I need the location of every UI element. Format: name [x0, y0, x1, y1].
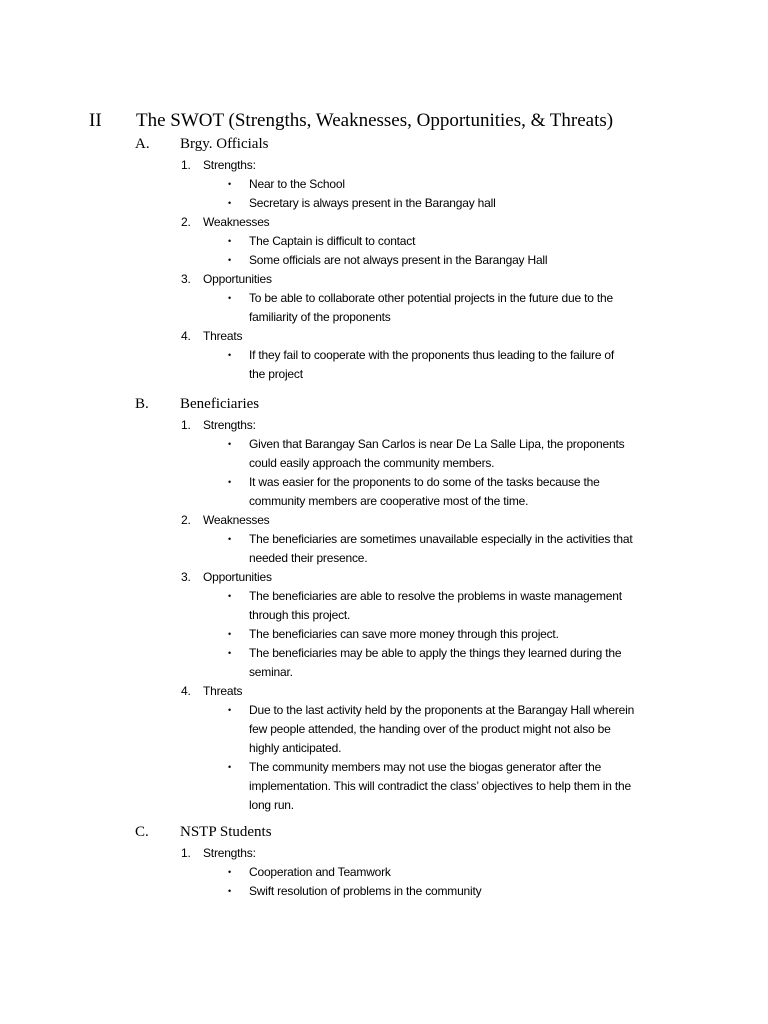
item-number: 1. — [181, 158, 191, 172]
bullet-text: Due to the last activity held by the proponents at the Barangay Hall wherein — [249, 703, 635, 717]
bullet-text: The beneficiaries are able to resolve the problems in waste management — [249, 589, 622, 603]
bullet-text: implementation. This will contradict the class’ objectives to help them in the — [249, 779, 631, 793]
bullet-text: The beneficiaries can save more money through this project. — [249, 627, 559, 641]
bullet-text: The beneficiaries are sometimes unavailable especially in the activities that — [249, 532, 633, 546]
bullet-icon: • — [228, 255, 231, 265]
item-number: 4. — [181, 329, 191, 343]
bullet-text: If they fail to cooperate with the proponents thus leading to the failure of — [249, 348, 615, 362]
group-title: NSTP Students — [180, 824, 272, 840]
bullet-icon: • — [228, 179, 231, 189]
bullet-icon: • — [228, 629, 231, 639]
item-label: Threats — [203, 329, 243, 343]
bullet-text: It was easier for the proponents to do some of the tasks because the — [249, 475, 600, 489]
section-title: The SWOT (Strengths, Weaknesses, Opportunities, & Threats) — [136, 110, 614, 131]
bullet-text: The Captain is difficult to contact — [249, 234, 416, 248]
bullet-icon: • — [228, 477, 231, 487]
bullet-text: Cooperation and Teamwork — [249, 865, 391, 879]
item-label: Opportunities — [203, 272, 272, 286]
bullet-text: Given that Barangay San Carlos is near De La Salle Lipa, the proponents — [249, 437, 625, 451]
item-label: Strengths: — [203, 418, 256, 432]
item-number: 2. — [181, 215, 191, 229]
item-number: 1. — [181, 846, 191, 860]
bullet-icon: • — [228, 236, 231, 246]
item-number: 3. — [181, 570, 191, 584]
bullet-text: The community members may not use the biogas generator after the — [249, 760, 602, 774]
bullet-icon: • — [228, 762, 231, 772]
bullet-icon: • — [228, 648, 231, 658]
bullet-text: Near to the School — [249, 177, 345, 191]
bullet-text: Some officials are not always present in the Barangay Hall — [249, 253, 548, 267]
bullet-text: highly anticipated. — [249, 741, 342, 755]
bullet-text: To be able to collaborate other potential projects in the future due to the — [249, 291, 613, 305]
bullet-icon: • — [228, 198, 231, 208]
item-label: Strengths: — [203, 846, 256, 860]
item-number: 1. — [181, 418, 191, 432]
group-letter: A. — [135, 136, 150, 152]
bullet-icon: • — [228, 439, 231, 449]
bullet-icon: • — [228, 591, 231, 601]
bullet-text: needed their presence. — [249, 551, 368, 565]
bullet-text: seminar. — [249, 665, 293, 679]
item-label: Threats — [203, 684, 243, 698]
item-label: Opportunities — [203, 570, 272, 584]
bullet-text: long run. — [249, 798, 294, 812]
bullet-icon: • — [228, 293, 231, 303]
bullet-text: few people attended, the handing over of the product might not also be — [249, 722, 611, 736]
bullet-icon: • — [228, 867, 231, 877]
item-number: 3. — [181, 272, 191, 286]
group-title: Beneficiaries — [180, 396, 260, 412]
bullet-text: the project — [249, 367, 303, 381]
group-letter: C. — [135, 824, 149, 840]
group-title: Brgy. Officials — [180, 136, 269, 152]
bullet-text: Swift resolution of problems in the community — [249, 884, 482, 898]
bullet-text: community members are cooperative most of the time. — [249, 494, 529, 508]
item-label: Strengths: — [203, 158, 256, 172]
bullet-text: could easily approach the community members. — [249, 456, 495, 470]
section-numeral: II — [89, 110, 102, 131]
bullet-text: Secretary is always present in the Barangay hall — [249, 196, 496, 210]
bullet-icon: • — [228, 705, 231, 715]
item-label: Weaknesses — [203, 215, 270, 229]
bullet-icon: • — [228, 886, 231, 896]
group-letter: B. — [135, 396, 149, 412]
bullet-icon: • — [228, 350, 231, 360]
bullet-icon: • — [228, 534, 231, 544]
bullet-text: familiarity of the proponents — [249, 310, 391, 324]
bullet-text: The beneficiaries may be able to apply the things they learned during the — [249, 646, 622, 660]
item-label: Weaknesses — [203, 513, 270, 527]
bullet-text: through this project. — [249, 608, 351, 622]
item-number: 4. — [181, 684, 191, 698]
item-number: 2. — [181, 513, 191, 527]
